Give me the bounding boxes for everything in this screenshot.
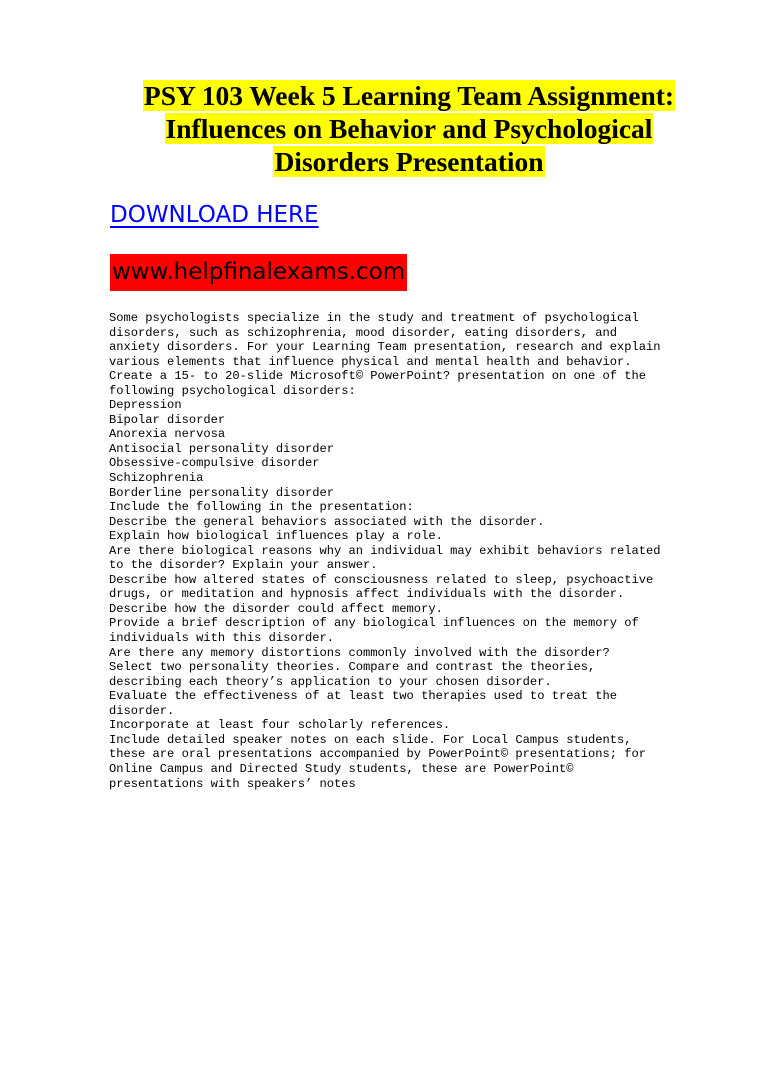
body-text-line: Are there any memory distortions commonly involved with the disorder? [109, 645, 610, 660]
body-text-line: Incorporate at least four scholarly references. [109, 718, 451, 733]
body-text-line: Schizophrenia [109, 471, 204, 486]
body-text-line: various elements that influence physical and mental health and behavior. [109, 354, 632, 369]
body-text-line: Are there biological reasons why an individual may exhibit behaviors related [109, 543, 661, 558]
body-text-line: Include the following in the presentation: [109, 500, 414, 515]
body-text-line: Select two personality theories. Compare and contrast the theories, [109, 660, 596, 675]
body-text-line: drugs, or meditation and hypnosis affect individuals with the disorder. [109, 587, 625, 602]
body-text-line: these are oral presentations accompanied by PowerPoint© presentations; for [109, 747, 647, 762]
body-text-line: Anorexia nervosa [109, 427, 226, 442]
body-text-line: Describe how the disorder could affect memory. [109, 601, 443, 616]
assignment-description [109, 311, 719, 791]
body-text-line: Obsessive-compulsive disorder [109, 456, 320, 471]
body-text-line: Borderline personality disorder [109, 485, 334, 500]
website-url: www.helpfinalexams.com [110, 254, 407, 291]
body-text-line: disorder. [109, 703, 175, 718]
body-text-line: Antisocial personality disorder [109, 441, 334, 456]
body-text-line: following psychological disorders: [109, 383, 356, 398]
body-text-line: Explain how biological influences play a role. [109, 529, 443, 544]
body-text-line: Depression [109, 398, 182, 413]
body-text-line: Provide a brief description of any biological influences on the memory of [109, 616, 639, 631]
body-text-line: Evaluate the effectiveness of at least two therapies used to treat the [109, 689, 618, 704]
body-text-line: Describe how altered states of consciousness related to sleep, psychoactive [109, 572, 654, 587]
document-title [100, 79, 718, 178]
title-line-2: Influences on Behavior and Psychological [165, 113, 653, 144]
body-text-line: presentations with speakers’ notes [109, 776, 356, 791]
body-text-line: individuals with this disorder. [109, 631, 334, 646]
body-text-line: anxiety disorders. For your Learning Team presentation, research and explain [109, 340, 661, 355]
body-text-line: Some psychologists specialize in the study and treatment of psychological [109, 311, 639, 325]
body-text-line: Include detailed speaker notes on each slide. For Local Campus students, [109, 732, 632, 747]
body-text-line: Bipolar disorder [109, 412, 226, 427]
body-text-line: describing each theory’s application to your chosen disorder. [109, 674, 552, 689]
body-text-line: disorders, such as schizophrenia, mood disorder, eating disorders, and [109, 325, 618, 340]
title-line-1: PSY 103 Week 5 Learning Team Assignment: [143, 80, 675, 111]
body-text-line: to the disorder? Explain your answer. [109, 558, 378, 573]
body-text-line: Online Campus and Directed Study students, these are PowerPoint© [109, 761, 574, 776]
title-line-3: Disorders Presentation [274, 146, 544, 177]
body-text-line: Create a 15- to 20-slide Microsoft© PowerPoint? presentation on one of the [109, 369, 647, 384]
download-link[interactable]: DOWNLOAD HERE [110, 202, 319, 228]
body-text-line: Describe the general behaviors associated with the disorder. [109, 514, 545, 529]
